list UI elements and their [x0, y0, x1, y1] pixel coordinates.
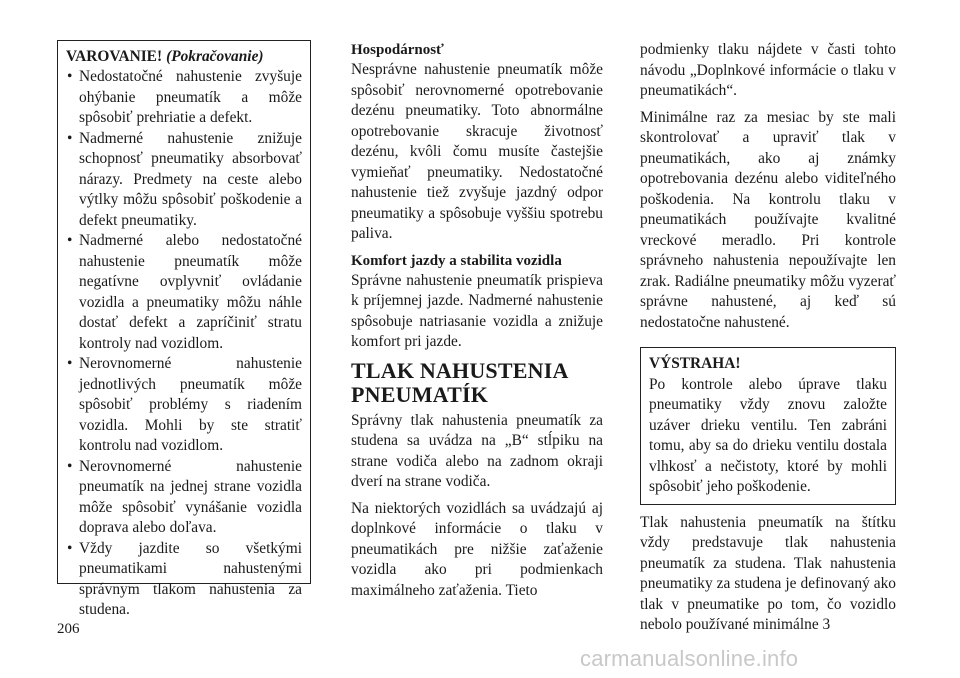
warning-list — [66, 67, 302, 621]
warning-item: • Nadmerné alebo nedostatočné nahustenie pneumatík môže negatívne ovplyvniť ovládanie vozidla a pneumatiky môžu náhle dostať defekt a zapríčiniť stratu kontroly nad vozidlom. — [66, 231, 302, 354]
economy-heading: Hospodárnosť — [351, 42, 444, 58]
right-column — [640, 40, 896, 642]
caution-text: Po kontrole alebo úprave tlaku pneumatiky vždy znovu založte uzáver drieku ventilu. Ten zabráni tomu, aby sa do drieku ventilu dostala vlhkosť a nečistoty, ktoré by mohli spôsobiť jeho poškodenie. — [649, 375, 887, 495]
pressure-paragraph-2: Na niektorých vozidlách sa uvádzajú aj doplnkové informácie o tlaku v pneumatikách pre nižšie zaťaženie vozidla ako pri podmienkach maximálneho zaťaženia. Tieto — [351, 499, 603, 599]
caution-title: VÝSTRAHA! — [649, 355, 741, 372]
caution-box — [640, 347, 896, 505]
section-title-line2: PNEUMATÍK — [351, 381, 489, 407]
warning-continued: (Pokračovanie) — [166, 48, 264, 65]
warning-box — [57, 40, 311, 618]
comfort-heading: Komfort jazdy a stabilita vozidla — [351, 252, 562, 269]
right-paragraph-3: Tlak nahustenia pneumatík na štítku vždy predstavuje tlak nahustenia pneumatík za studena. Tlak nahustenia pneumatiky za studena je definovaný ako tlak v pneumatike po tom, čo vozidlo nebolo používané minimálne 3 — [640, 513, 896, 633]
warning-heading — [66, 47, 302, 67]
economy-paragraph: Nesprávne nahustenie pneumatík môže spôsobiť nerovnomerné opotrebovanie dezénu pneumatiky. Toto abnormálne opotrebovanie skracuje životnosť dezénu, kvôli čomu musíte častejšie vymieňať pneumatiky. Nedostatočné nahustenie tiež zvyšuje jazdný odpor pneumatiky a spôsobuje vyššiu spotrebu paliva. — [351, 61, 603, 242]
comfort-paragraph: Správne nahustenie pneumatík prispieva k príjemnej jazde. Nadmerné nahustenie spôsobuje natriasanie vozidla a znižuje komfort pri jazde. — [351, 271, 603, 350]
section-title — [351, 359, 603, 407]
watermark: carmanualsonline.info — [580, 646, 799, 671]
warning-item: • Nerovnomerné nahustenie jednotlivých pneumatík môže spôsobiť problémy s riadením vozidla. Mohli by ste stratiť kontrolu nad vozidlom. — [66, 354, 302, 457]
warning-item: • Nerovnomerné nahustenie pneumatík na jednej strane vozidla môže spôsobiť vynášanie vozidla doprava alebo doľava. — [66, 457, 302, 539]
middle-column — [351, 40, 603, 607]
warning-item: • Nedostatočné nahustenie zvyšuje ohýbanie pneumatík a môže spôsobiť prehriatie a defekt. — [66, 67, 302, 129]
warning-item: • Vždy jazdite so všetkými pneumatikami nahustenými správnym tlakom nahustenia za studena. — [66, 539, 302, 621]
section-title-line1: TLAK NAHUSTENIA — [351, 357, 569, 383]
page-number: 206 — [57, 621, 80, 637]
right-paragraph-1: podmienky tlaku nájdete v časti tohto návodu „Doplnkové informácie o tlaku v pneumatikách“. — [640, 41, 896, 99]
warning-title: VAROVANIE! — [66, 48, 163, 65]
right-paragraph-2: Minimálne raz za mesiac by ste mali skontrolovať a upraviť tlak v pneumatikách, ako aj známky opotrebovania dezénu alebo viditeľného poškodenia. Na kontrolu tlaku v pneumatikách používajte kvalitné vreckové meradlo. Pri kontrole správneho nahustenia nepoužívajte len zrak. Radiálne pneumatiky môžu vyzerať správne nahustené, aj keď sú nedostatočne nahustené. — [640, 108, 896, 331]
pressure-paragraph-1: Správny tlak nahustenia pneumatík za studena sa uvádza na „B“ stĺpiku na strane vodiča alebo na zadnom okraji dverí na strane vodiča. — [351, 411, 603, 490]
warning-item: • Nadmerné nahustenie znižuje schopnosť pneumatiky absorbovať nárazy. Predmety na ceste alebo výtlky môžu spôsobiť poškodenie a defekt pneumatiky. — [66, 129, 302, 232]
